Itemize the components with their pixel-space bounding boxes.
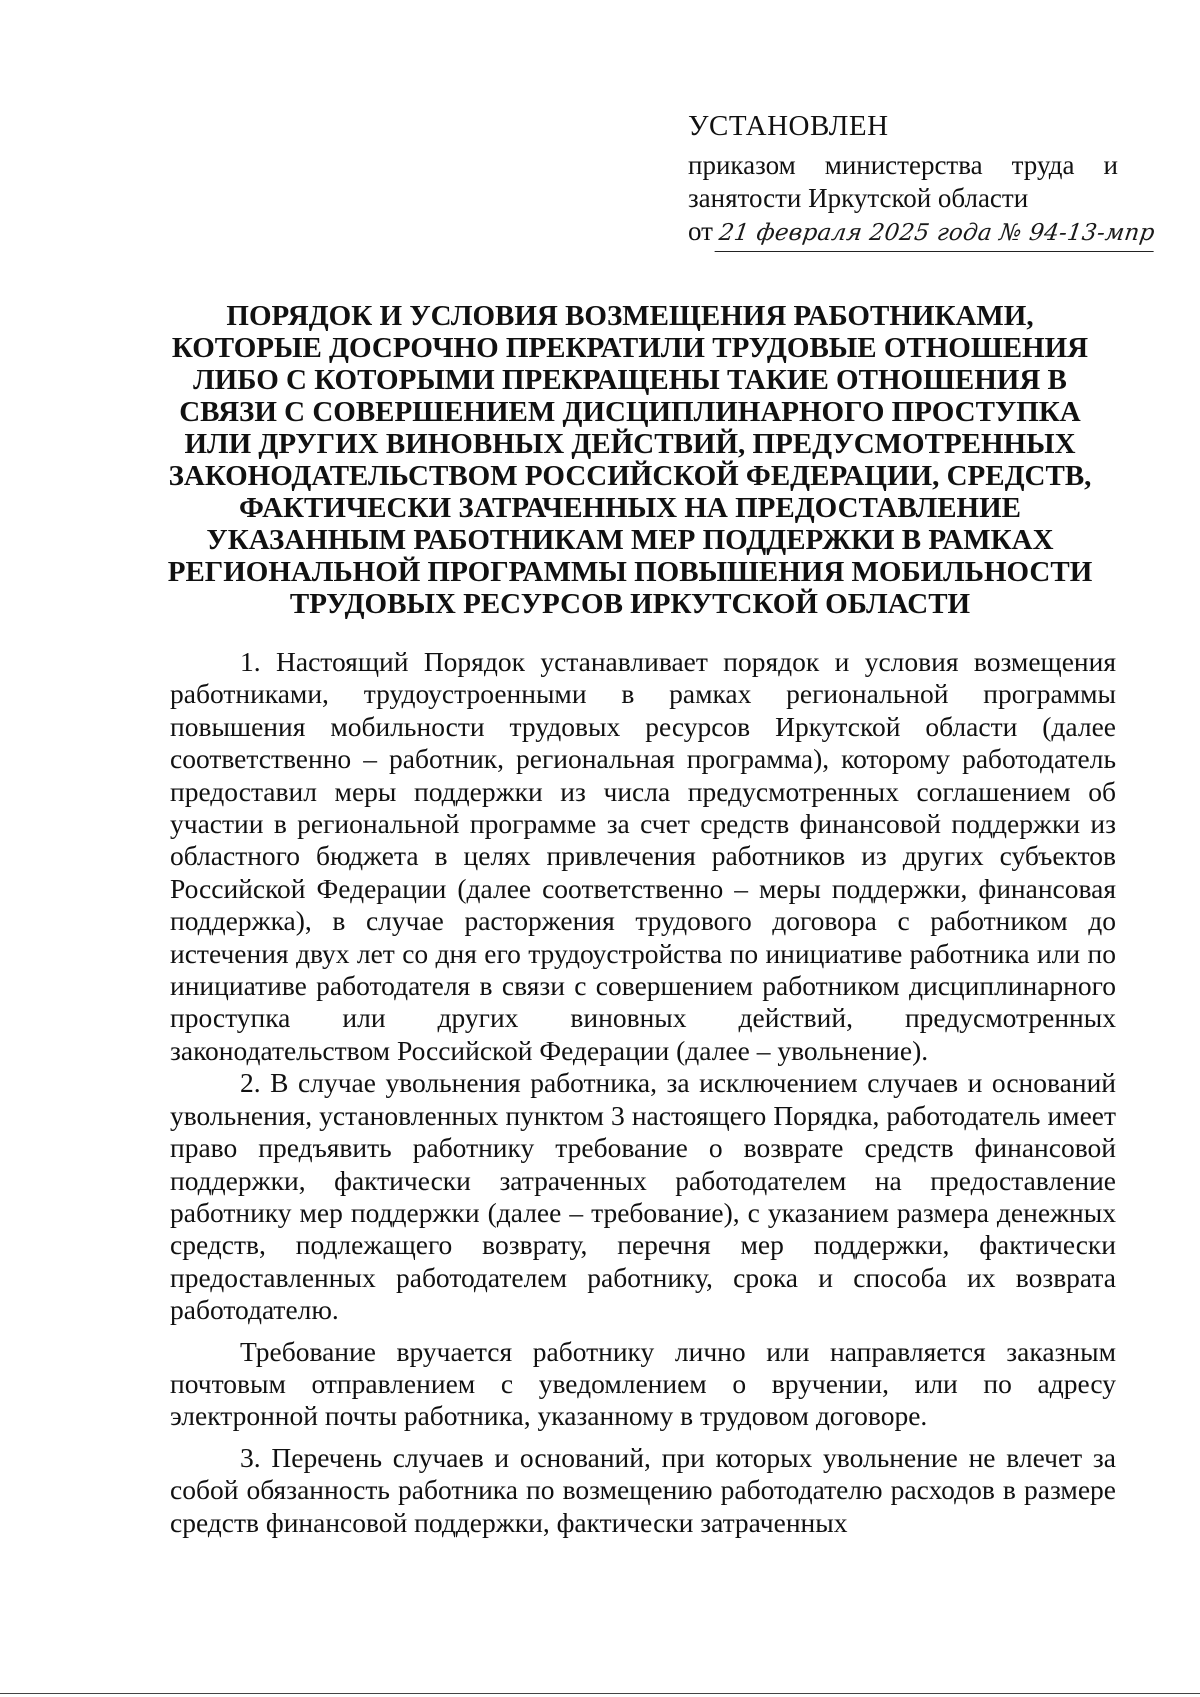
title-line: РЕГИОНАЛЬНОЙ ПРОГРАММЫ ПОВЫШЕНИЯ МОБИЛЬНОСТИ <box>167 556 1093 588</box>
approval-date-row <box>688 215 1157 252</box>
document-body <box>170 646 1116 1539</box>
title-line: КОТОРЫЕ ДОСРОЧНО ПРЕКРАТИЛИ ТРУДОВЫЕ ОТНОШЕНИЯ <box>171 332 1089 364</box>
title-line: ЗАКОНОДАТЕЛЬСТВОМ РОССИЙСКОЙ ФЕДЕРАЦИИ, СРЕДСТВ, <box>168 460 1092 492</box>
title-line: ИЛИ ДРУГИХ ВИНОВНЫХ ДЕЙСТВИЙ, ПРЕДУСМОТРЕННЫХ <box>184 428 1076 460</box>
approval-heading: УСТАНОВЛЕН <box>688 110 889 142</box>
approval-line-ministry: занятости Иркутской области <box>688 183 1029 213</box>
approval-date-prefix: от <box>688 216 713 246</box>
paragraph-3: 3. Перечень случаев и оснований, при которых увольнение не влечет за собой обязанность работника по возмещению работодателю расходов в размере средств финансовой поддержки, фактически затраченных <box>170 1441 1116 1538</box>
title-line: ПОРЯДОК И УСЛОВИЯ ВОЗМЕЩЕНИЯ РАБОТНИКАМИ, <box>226 300 1034 332</box>
paragraph-1: 1. Настоящий Порядок устанавливает порядок и условия возмещения работниками, трудоустроенными в рамках региональной программы повышения мобильности трудовых ресурсов Иркутской области (далее соответственно – работник, региональная программа), которому работодатель предоставил меры поддержки из числа предусмотренных соглашением об участии в региональной программе за счет средств финансовой поддержки из областного бюджета в целях привлечения работников из других субъектов Российской Федерации (далее соответственно – меры поддержки, финансовая поддержка), в случае расторжения трудового договора с работником до истечения двух лет со дня его трудоустройства по инициативе работника или по инициативе работодателя в связи с совершением работником дисциплинарного проступка или других виновных действий, предусмотренных законодательством Российской Федерации (далее – увольнение). <box>170 646 1116 1066</box>
handwritten-date-number: 21 февраля 2025 года № 94-13-мпр <box>714 217 1158 252</box>
title-line: УКАЗАННЫМ РАБОТНИКАМ МЕР ПОДДЕРЖКИ В РАМКАХ <box>206 524 1054 556</box>
title-line: ЛИБО С КОТОРЫМИ ПРЕКРАЩЕНЫ ТАКИЕ ОТНОШЕНИЯ В <box>193 364 1067 396</box>
document-title <box>160 300 1100 620</box>
title-line: ФАКТИЧЕСКИ ЗАТРАЧЕННЫХ НА ПРЕДОСТАВЛЕНИЕ <box>238 492 1021 524</box>
page-bottom-edge <box>0 1693 1200 1694</box>
paragraph-2: 2. В случае увольнения работника, за исключением случаев и оснований увольнения, установленных пунктом 3 настоящего Порядка, работодатель имеет право предъявить работнику требование о возврате средств финансовой поддержки, фактически затраченных работодателем на предоставление работнику мер поддержки (далее – требование), с указанием размера денежных средств, подлежащего возврату, перечня мер поддержки, фактически предоставленных работодателем работнику, срока и способа их возврата работодателю. <box>170 1067 1116 1326</box>
approval-line-order: приказом министерства труда и <box>688 150 1118 180</box>
paragraph-2-notice: Требование вручается работнику лично или направляется заказным почтовым отправлением с уведомлением о вручении, или по адресу электронной почты работника, указанному в трудовом договоре. <box>170 1335 1116 1432</box>
approval-stamp <box>688 110 1157 252</box>
title-line: СВЯЗИ С СОВЕРШЕНИЕМ ДИСЦИПЛИНАРНОГО ПРОСТУПКА <box>179 396 1081 428</box>
title-line: ТРУДОВЫХ РЕСУРСОВ ИРКУТСКОЙ ОБЛАСТИ <box>289 588 971 620</box>
